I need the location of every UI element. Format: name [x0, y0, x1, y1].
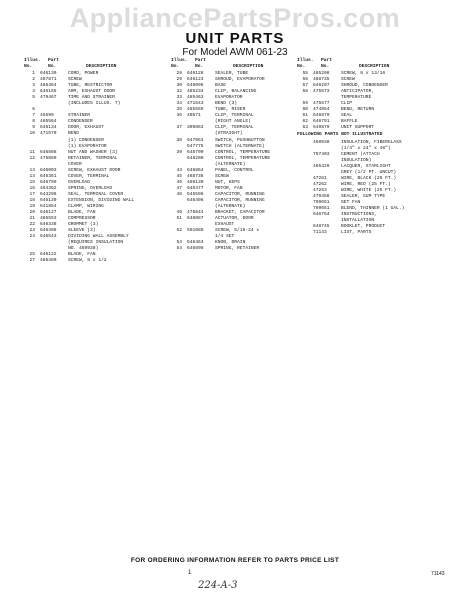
illus-number: 32 [176, 89, 182, 95]
part-number: 471543 [187, 101, 204, 107]
illus-number: 39 [176, 149, 182, 155]
illus-number: 7 [32, 113, 35, 119]
illus-number: 2 [32, 77, 35, 83]
illus-number: 54 [176, 246, 182, 252]
illus-number: 33 [176, 95, 182, 101]
part-number: 646123 [187, 77, 204, 83]
part-number: 646338 [40, 222, 57, 228]
part-description: DOOR, EXHAUST [68, 125, 104, 131]
part-number: 487871 [40, 77, 57, 83]
part-description: BOOKLET, PRODUCT [341, 224, 386, 230]
part-number: 486130 [187, 179, 204, 185]
illus-number: 43 [176, 167, 182, 173]
part-number: 643296 [40, 191, 57, 197]
part-number: 646477 [187, 185, 204, 191]
part-description: SLEEVE (3) [68, 228, 96, 234]
illus-number: 3 [32, 83, 35, 89]
part-description: SCREW, EXHAUST DOOR [68, 167, 121, 173]
part-number: 485559 [187, 107, 204, 113]
illus-number: 59 [302, 101, 308, 107]
part-row [297, 230, 457, 236]
part-number: 40571 [187, 113, 201, 119]
part-number: 648700 [187, 149, 204, 155]
header-part: Part [321, 58, 333, 63]
part-number: 468736 [187, 173, 204, 179]
part-description: COVER, TERMINAL [68, 173, 110, 179]
illus-number: 8 [32, 119, 35, 125]
part-number: 646543 [40, 234, 57, 240]
part-row [24, 258, 164, 264]
illus-number: 51 [176, 216, 182, 222]
part-description: BAFFLE [341, 119, 358, 125]
part-description: PANEL, CONTROL [215, 167, 254, 173]
part-description: (ALTERNATE) [215, 204, 246, 210]
part-number: 799651 [313, 206, 330, 212]
illus-number: 47 [176, 185, 182, 191]
part-description: BEND (3) [215, 101, 238, 107]
watermark: AppliancePartsPros.com [69, 3, 401, 33]
part-description: SPRING, OVERLOAD [68, 185, 113, 191]
illus-number: 29 [176, 77, 182, 83]
part-description: CLAMP, WIRING [68, 204, 104, 210]
part-description: SCREW, 8 x 1/2 [68, 258, 107, 264]
part-number: 645598 [187, 191, 204, 197]
part-description: BEND [68, 131, 80, 137]
header-part: Part [195, 58, 207, 63]
part-description: WIRE, RED (25 FT.) [341, 181, 391, 187]
part-number: 485208 [313, 71, 330, 76]
part-description: (INCLUDES ILLUS. 7) [68, 101, 121, 107]
illus-number: 11 [29, 149, 35, 155]
part-number: 646864 [187, 167, 204, 173]
part-number: 646128 [187, 71, 204, 76]
part-number: 646130 [40, 197, 57, 203]
part-number: 471570 [40, 131, 57, 137]
part-description: TUBE, RISER [215, 107, 246, 113]
illus-number: 17 [29, 191, 35, 197]
header-description: DESCRIPTION [86, 64, 117, 69]
part-description: SCREW, 5/16-24 x [215, 228, 260, 234]
part-number: 591088 [187, 228, 204, 234]
part-description: BRACKET, CAPACITOR [215, 210, 265, 216]
illus-number: 27 [29, 258, 35, 264]
part-number: 646764 [313, 212, 330, 218]
part-description: (ALTERNATE) [215, 161, 246, 167]
column-header [297, 58, 457, 71]
part-description: EXHAUST [215, 222, 235, 228]
part-row [297, 125, 457, 131]
part-number: 646463 [187, 240, 204, 246]
part-description: EXTENSION, DIVIDING WALL [68, 197, 135, 203]
part-description: SHROUD, EVAPORATOR [215, 77, 265, 83]
illus-number: 63 [302, 125, 308, 131]
illus-number: 21 [29, 216, 35, 222]
part-description: SEALER, GUM TYPE [341, 193, 386, 199]
part-number: 647063 [187, 137, 204, 143]
part-number: 646898 [187, 246, 204, 252]
part-number: 646406 [187, 197, 204, 203]
header-illus: Illus. [171, 58, 188, 63]
part-number: 485564 [40, 119, 57, 125]
part-number: 646165 [40, 89, 57, 95]
part-description: INSULATION, FIBERGLASS [341, 139, 402, 145]
illus-number: 1 [32, 71, 35, 76]
illus-number: 30 [176, 83, 182, 89]
illus-number: 22 [29, 222, 35, 228]
illus-number: 15 [29, 179, 35, 185]
part-description: SEAL, TERMINAL COVER [68, 191, 124, 197]
illus-number: 13 [29, 167, 35, 173]
illus-number: 46 [176, 179, 182, 185]
part-description: CLIP, BALANCING [215, 89, 257, 95]
part-description: SCREW [215, 173, 229, 179]
part-description: DIVIDING WALL ASSEMBLY [68, 234, 129, 240]
model-subtitle: For Model AWM 061-23 [182, 47, 288, 58]
part-description: BEND, RETURN [341, 107, 375, 113]
illus-number: 6 [32, 107, 35, 113]
part-description: INSULATION) [341, 157, 372, 163]
part-description: LACQUER, STARLIGHT [341, 163, 391, 169]
illus-number: 14 [29, 173, 35, 179]
illus-number: 56 [302, 77, 308, 83]
part-description: SEALER, TUBE [215, 71, 249, 76]
part-description: NUT, KEPS [215, 179, 240, 185]
illus-number: 48 [176, 191, 182, 197]
part-description: INSTALLATION [341, 218, 375, 224]
part-number: 464362 [40, 185, 57, 191]
part-description: SET FAN [341, 199, 361, 205]
document-number: 71143 [431, 571, 445, 577]
part-number: 488735 [313, 77, 330, 83]
part-description: (1/4" x 24" x 48") [341, 145, 391, 151]
not-illustrated-note: FOLLOWING PARTS NOT ILLUSTRATED [297, 132, 383, 138]
part-description: CONDENSER [68, 119, 93, 125]
part-number: 475573 [313, 89, 330, 95]
part-number: 646791 [313, 119, 330, 125]
part-number: 646130 [40, 71, 57, 76]
part-description: TIME AND STRAINER [68, 95, 115, 101]
illus-number: 12 [29, 155, 35, 161]
part-description: CONTROL, TEMPERATURE [215, 155, 271, 161]
part-description: COVER [68, 161, 82, 167]
part-number: 474954 [313, 107, 330, 113]
part-number: 646888 [40, 149, 57, 155]
part-description: CORD, POWER [68, 71, 99, 76]
part-description: CAPACITOR, RUNNING [215, 191, 265, 197]
part-number: 45599 [40, 113, 54, 119]
part-description: (REQUIRES INSULATION [68, 240, 124, 246]
part-description: SWITCH, PUSHBUTTON [215, 137, 265, 143]
part-number: 485463 [187, 95, 204, 101]
part-description: CLIP [341, 101, 353, 107]
part-description: SCREW, 8 x 13/16 [341, 71, 386, 76]
illus-number: 58 [302, 89, 308, 95]
part-number: 475060 [40, 155, 57, 161]
page-number: 1 [188, 570, 192, 576]
part-row [171, 246, 291, 252]
part-description: BASE [215, 83, 227, 89]
illus-number: 34 [176, 101, 182, 107]
illus-number: 57 [302, 83, 308, 89]
part-description: (1) EVAPORATOR [68, 143, 107, 149]
part-number: 648200 [187, 155, 204, 161]
part-description: BLADE, FAN [68, 210, 96, 216]
parts-column-1 [24, 58, 164, 265]
illus-number: 9 [32, 125, 35, 131]
part-number: 485234 [187, 89, 204, 95]
header-no2: No. [321, 64, 330, 69]
part-number: 797403 [313, 151, 330, 157]
part-number: 476844 [187, 210, 204, 216]
illus-number: 4 [32, 89, 35, 95]
part-description: TUBE, RESTRICTOR [68, 83, 113, 89]
part-number: 47262 [313, 181, 327, 187]
part-description: NUT AND WASHER (3) [68, 149, 118, 155]
part-number: 646870 [313, 113, 330, 119]
part-number: 648745 [313, 224, 330, 230]
part-description: WIRE, BLACK (25 FT.) [341, 175, 397, 181]
illus-number: 16 [29, 185, 35, 191]
part-number: 799651 [313, 199, 330, 205]
part-description: 1/4 SET [215, 234, 235, 240]
part-description: TEMPERATURE [341, 95, 372, 101]
illus-number: 61 [302, 113, 308, 119]
part-number: 486464 [40, 83, 57, 89]
part-number: 475677 [313, 101, 330, 107]
part-description: COMPRESSOR [68, 216, 96, 222]
part-description: STRAINER [68, 113, 91, 119]
part-description: EVAPORATOR [215, 95, 243, 101]
part-number: 647775 [187, 143, 204, 149]
part-description: CONTROL, TEMPERATURE [215, 149, 271, 155]
part-description: ARM, EXHAUST DOOR [68, 89, 115, 95]
part-description: (RIGHT ANGLE) [215, 119, 251, 125]
column-header [171, 58, 291, 71]
header-illus: Illus. [297, 58, 314, 63]
part-number: 479458 [313, 193, 330, 199]
part-description: CLIP, TERMINAL [215, 125, 254, 131]
part-number: 486480 [40, 258, 57, 264]
part-description: KNOB, DRAIN [215, 240, 246, 246]
column-header [24, 58, 164, 71]
part-description: GROMMET (3) [68, 222, 99, 228]
illus-number: 36 [176, 113, 182, 119]
illus-number: 35 [176, 107, 182, 113]
illus-number: 18 [29, 197, 35, 203]
header-no2: No. [195, 64, 204, 69]
illus-number: 55 [302, 71, 308, 76]
part-number: 469938 [313, 139, 330, 145]
part-number: 646096 [187, 83, 204, 89]
illus-number: 53 [176, 240, 182, 246]
part-description: SHROUD, CONDENSER [341, 83, 388, 89]
part-description: MOTOR, FAN [215, 185, 243, 191]
illus-number: 19 [29, 204, 35, 210]
illus-number: 49 [176, 210, 182, 216]
illus-number: 28 [176, 71, 182, 76]
part-number: 646127 [40, 210, 57, 216]
illus-number: 52 [176, 228, 182, 234]
part-number: 646361 [40, 173, 57, 179]
part-description: (1) CONDENSER [68, 137, 104, 143]
illus-number: 24 [29, 234, 35, 240]
parts-column-2 [171, 58, 291, 252]
illus-number: 60 [302, 107, 308, 113]
part-description: ANTICIPATOR, [341, 89, 375, 95]
part-number: 641854 [40, 204, 57, 210]
part-number: 646122 [40, 252, 57, 258]
part-number: 646498 [40, 228, 57, 234]
illus-number: 23 [29, 228, 35, 234]
header-part: Part [48, 58, 60, 63]
part-description: SCREW [341, 77, 355, 83]
part-number: 646134 [40, 125, 57, 131]
illus-number: 62 [302, 119, 308, 125]
part-description: SCREW [68, 77, 82, 83]
illus-number: 10 [29, 131, 35, 137]
illus-number: 38 [176, 137, 182, 143]
part-number: 646087 [187, 216, 204, 222]
part-number: 485426 [313, 163, 330, 169]
part-description: SPRING, RETAINER [215, 246, 260, 252]
part-number: 646799 [40, 179, 57, 185]
header-no: No. [171, 64, 180, 69]
part-description: WIRE, WHITE (25 FT.) [341, 187, 397, 193]
part-description: BLADE, FAN [68, 252, 96, 258]
header-no2: No. [48, 64, 57, 69]
illus-number: 45 [176, 173, 182, 179]
part-description: BLEND, THINNER (1 GAL.) [341, 206, 405, 212]
parts-column-3 [297, 58, 457, 236]
page-title: UNIT PARTS [185, 30, 285, 47]
illus-number: 25 [29, 252, 35, 258]
part-description: LIST, PARTS [341, 230, 372, 236]
part-description: SEAL [341, 113, 353, 119]
part-description: OVERLOAD [68, 179, 91, 185]
part-description: NO. 469938) [68, 246, 99, 252]
header-description: DESCRIPTION [359, 64, 390, 69]
illus-number [297, 230, 308, 236]
part-description: (STRAIGHT) [215, 131, 243, 137]
part-description: UNIT SUPPORT [341, 125, 375, 131]
part-number: 646003 [40, 167, 57, 173]
header-no: No. [24, 64, 33, 69]
part-description: CAPACITOR, RUNNING [215, 197, 265, 203]
part-number: 47263 [313, 187, 327, 193]
ordering-footer: FOR ORDERING INFORMATION REFER TO PARTS PRICE LIST [130, 557, 340, 564]
part-number: 485553 [40, 216, 57, 222]
part-number: 649879 [313, 125, 330, 131]
part-number: 479467 [40, 95, 57, 101]
part-description: INSTRUCTIONS, [341, 212, 377, 218]
illus-number: 5 [32, 95, 35, 101]
part-description: CLIP, TERMINAL [215, 113, 254, 119]
part-number: 47261 [313, 175, 327, 181]
part-number: 646297 [313, 83, 330, 89]
handwritten-note: 224-A-3 [198, 580, 238, 591]
part-description: SWITCH (ALTERNATE) [215, 143, 265, 149]
header-no: No. [297, 64, 306, 69]
illus-number: 37 [176, 125, 182, 131]
header-description: DESCRIPTION [233, 64, 264, 69]
header-illus: Illus. [24, 58, 41, 63]
part-description: GREY (1/2 PT. UNCUT) [341, 169, 397, 175]
part-number: 71143 [313, 230, 327, 236]
part-description: CEMENT (ATTACH [341, 151, 380, 157]
illus-number: 20 [29, 210, 35, 216]
part-number: 309863 [187, 125, 204, 131]
part-description: ACTUATOR, DOOR [215, 216, 254, 222]
part-description: RETAINER, TERMINAL [68, 155, 118, 161]
